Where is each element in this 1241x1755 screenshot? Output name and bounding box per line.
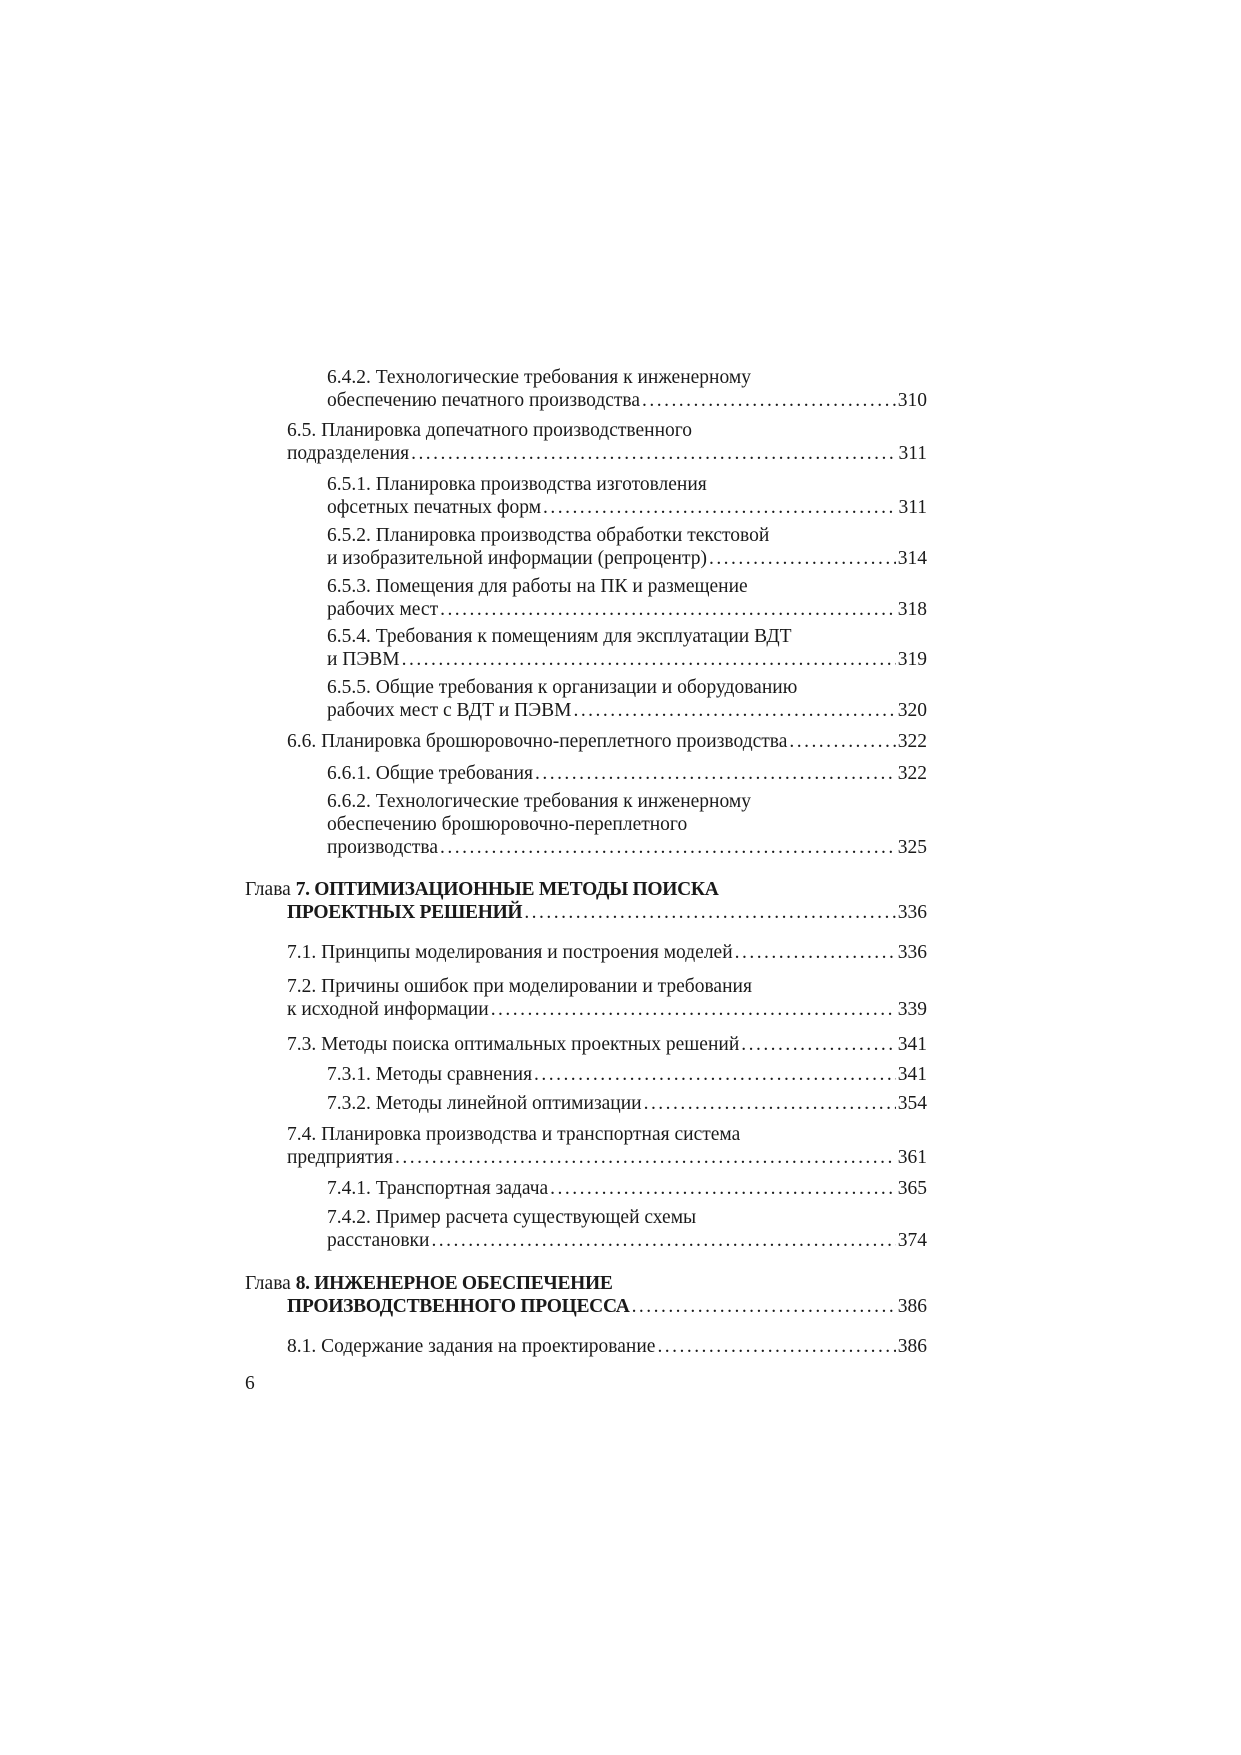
- toc-page-number: 336: [897, 942, 927, 963]
- dot-leader: [524, 902, 895, 925]
- toc-entry-title: [327, 1093, 642, 1116]
- toc-page-number: 341: [897, 1034, 927, 1055]
- toc-title-text: 7.4.1. Транспортная задача: [327, 1178, 549, 1199]
- toc-entry-title: [287, 942, 733, 965]
- toc-entry-line: [287, 731, 927, 754]
- toc-title-text: и изобразительной информации (репроцентр): [327, 547, 707, 569]
- toc-entry-title: [327, 1230, 429, 1253]
- toc-entry-line: [327, 599, 927, 622]
- toc-entry-title: [287, 902, 522, 925]
- toc-page-number: 310: [897, 389, 927, 411]
- toc-entry-line: [287, 1124, 927, 1147]
- toc-entry: [327, 1207, 927, 1253]
- toc-entry-line: [327, 791, 927, 814]
- toc-entry-line: [327, 497, 927, 520]
- toc-entry-title: [327, 548, 707, 571]
- toc-title-text: 6.5. Планировка допечатного производственного: [287, 420, 693, 441]
- toc-entry: [327, 525, 927, 571]
- toc-entry-line: [287, 942, 927, 965]
- toc-entry-line: [245, 902, 927, 925]
- toc-entry-title: [327, 367, 751, 388]
- dot-leader: [789, 731, 895, 754]
- toc-entry-title: [327, 497, 541, 520]
- toc-title-text: и ПЭВМ: [327, 648, 400, 670]
- dot-leader: [535, 763, 896, 786]
- toc-entry: [327, 367, 927, 413]
- toc-entry-title: [327, 837, 438, 860]
- dot-leader: [644, 1093, 896, 1116]
- toc-title-text: 7.4. Планировка производства и транспортная система: [287, 1124, 741, 1145]
- toc-page-number: 311: [898, 496, 927, 518]
- toc-entry-title: [287, 420, 692, 441]
- toc-entry: [287, 942, 927, 965]
- toc-page-number: 386: [897, 1336, 927, 1357]
- toc-entry-title: [327, 700, 571, 723]
- toc-title-text: 6.5.4. Требования к помещениям для эксплуатации ВДТ: [327, 626, 792, 647]
- toc-entry: [327, 677, 927, 723]
- toc-title-text: 6.6.2. Технологические требования к инженерному: [327, 791, 751, 812]
- toc-entry-title: [327, 626, 792, 647]
- toc-entry-title: [287, 443, 409, 466]
- toc-entry-title: [327, 791, 751, 812]
- toc-entry: [287, 420, 927, 466]
- toc-entry: [287, 1336, 927, 1359]
- dot-leader: [440, 837, 896, 860]
- dot-leader: [402, 649, 896, 672]
- toc-title-text: ПРОИЗВОДСТВЕННОГО ПРОЦЕССА: [287, 1295, 630, 1317]
- toc-entry-title: [287, 999, 489, 1022]
- toc-entry-line: [327, 763, 927, 786]
- toc-title-text: расстановки: [327, 1229, 430, 1251]
- toc-entry-line: [245, 879, 927, 902]
- toc-entry-title: [287, 1336, 655, 1359]
- dot-leader: [735, 942, 896, 965]
- dot-leader: [632, 1296, 896, 1319]
- dot-leader: [534, 1064, 896, 1087]
- toc-entry-line: [327, 626, 927, 649]
- toc-page-number: 365: [897, 1178, 927, 1199]
- toc-page-number: 325: [897, 836, 927, 858]
- toc-entry-title: [327, 763, 533, 786]
- toc-entry-line: [327, 1207, 927, 1230]
- toc-page-number: 361: [897, 1146, 927, 1168]
- toc-entry-title: [327, 677, 797, 698]
- dot-leader: [573, 700, 895, 723]
- toc-entry-line: [287, 420, 927, 443]
- toc-title-text: 7.1. Принципы моделирования и построения моделей: [287, 942, 733, 963]
- toc-title-text: 6.5.1. Планировка производства изготовления: [327, 474, 707, 495]
- toc-entry-line: [327, 814, 927, 837]
- toc-title-text: ПРОЕКТНЫХ РЕШЕНИЙ: [287, 901, 523, 923]
- toc-entry-line: [327, 474, 927, 497]
- toc-title-text: к исходной информации: [287, 998, 489, 1020]
- toc-entry-line: [327, 649, 927, 672]
- toc-chapter: [245, 879, 927, 925]
- toc-entry-title: [327, 525, 769, 546]
- toc-entry: [327, 626, 927, 672]
- toc-entry-title: [327, 649, 400, 672]
- toc-entry: [327, 474, 927, 520]
- dot-leader: [543, 497, 896, 520]
- toc-title-text: 6.5.5. Общие требования к организации и оборудованию: [327, 677, 798, 698]
- toc-title-text: 8.1. Содержание задания на проектирование: [287, 1336, 656, 1357]
- toc-entry-title: [245, 1273, 613, 1294]
- toc-page-number: 339: [897, 998, 927, 1020]
- toc-page-number: 322: [897, 731, 927, 752]
- toc-entry: [287, 1034, 927, 1057]
- dot-leader: [642, 390, 896, 413]
- toc-entry-line: [327, 1178, 927, 1201]
- toc-entry-line: [287, 1336, 927, 1359]
- toc-title-text: обеспечению печатного производства: [327, 389, 641, 411]
- toc-title-text: 7.3.1. Методы сравнения: [327, 1064, 533, 1085]
- dot-leader: [431, 1230, 895, 1253]
- toc-page-number: 314: [897, 547, 927, 569]
- toc-entry: [327, 576, 927, 622]
- toc-title-text: 6.5.2. Планировка производства обработки текстовой: [327, 525, 770, 546]
- toc-entry-line: [327, 837, 927, 860]
- toc-entry-line: [245, 1296, 927, 1319]
- toc-title-text: 6.6. Планировка брошюровочно-переплетного производства: [287, 731, 788, 752]
- toc-title-text: 7. ОПТИМИЗАЦИОННЫЕ МЕТОДЫ ПОИСКА: [295, 879, 719, 900]
- toc-entry-line: [287, 443, 927, 466]
- toc-entry-title: [245, 879, 719, 900]
- dot-leader: [657, 1336, 895, 1359]
- toc-entry-title: [327, 1207, 696, 1228]
- chapter-prefix: Глава: [245, 1273, 296, 1294]
- toc-entry-title: [327, 474, 707, 495]
- toc-entry-title: [327, 599, 438, 622]
- toc-page-number: 341: [897, 1064, 927, 1085]
- toc-entry-title: [327, 390, 640, 413]
- toc-page-number: 354: [897, 1093, 927, 1114]
- toc-entry-title: [287, 1124, 740, 1145]
- toc-title-text: рабочих мест с ВДТ и ПЭВМ: [327, 699, 572, 721]
- dot-leader: [411, 443, 896, 466]
- toc-entry-line: [287, 1147, 927, 1170]
- toc-entry-line: [327, 1230, 927, 1253]
- toc-entry-title: [327, 1178, 548, 1201]
- toc-entry: [327, 763, 927, 786]
- dot-leader: [709, 548, 896, 571]
- toc-title-text: обеспечению брошюровочно-переплетного: [327, 813, 688, 835]
- toc-title-text: 8. ИНЖЕНЕРНОЕ ОБЕСПЕЧЕНИЕ: [295, 1273, 613, 1294]
- toc-entry: [287, 1124, 927, 1170]
- toc-page-number: 318: [897, 598, 927, 620]
- toc-entry-line: [245, 1273, 927, 1296]
- toc-page-number: 320: [897, 699, 927, 721]
- toc-entry-line: [287, 976, 927, 999]
- toc-entry-line: [327, 367, 927, 390]
- toc-page-number: 319: [897, 648, 927, 670]
- toc-title-text: офсетных печатных форм: [327, 496, 542, 518]
- dot-leader: [440, 599, 896, 622]
- toc-entry-line: [327, 1093, 927, 1116]
- toc-entry-title: [287, 731, 787, 754]
- toc-entry-title: [287, 1296, 630, 1319]
- toc-entry-title: [287, 1034, 739, 1057]
- toc-entry-line: [327, 1064, 927, 1087]
- toc-entry-line: [327, 390, 927, 413]
- dot-leader: [395, 1147, 896, 1170]
- toc-title-text: 6.4.2. Технологические требования к инженерному: [327, 367, 751, 388]
- toc-chapter: [245, 1273, 927, 1319]
- dot-leader: [550, 1178, 896, 1201]
- toc-title-text: предприятия: [287, 1146, 394, 1168]
- toc-entry-title: [287, 1147, 393, 1170]
- dot-leader: [741, 1034, 895, 1057]
- toc-entry-line: [287, 999, 927, 1022]
- toc-entry: [327, 1064, 927, 1087]
- toc-entry: [327, 791, 927, 860]
- toc-title-text: 7.2. Причины ошибок при моделировании и требования: [287, 976, 752, 997]
- toc-title-text: рабочих мест: [327, 598, 439, 620]
- toc-entry: [327, 1093, 927, 1116]
- toc-title-text: 6.6.1. Общие требования: [327, 763, 534, 784]
- toc-title-text: производства: [327, 836, 439, 858]
- toc-entry: [287, 731, 927, 754]
- page-number: 6: [245, 1373, 255, 1394]
- toc-entry-line: [327, 525, 927, 548]
- toc-entry-line: [327, 548, 927, 571]
- toc-title-text: 7.3. Методы поиска оптимальных проектных решений: [287, 1034, 740, 1055]
- toc-entry-title: [327, 814, 687, 835]
- toc-entry-title: [327, 1064, 532, 1087]
- toc-entry-line: [327, 576, 927, 599]
- dot-leader: [491, 999, 896, 1022]
- toc-entry: [327, 1178, 927, 1201]
- toc-page-number: 374: [897, 1229, 927, 1251]
- toc-entry-title: [287, 976, 752, 997]
- toc-title-text: 7.4.2. Пример расчета существующей схемы: [327, 1207, 697, 1228]
- toc-title-text: подразделения: [287, 442, 410, 464]
- toc-entry-line: [327, 677, 927, 700]
- toc-entry-line: [327, 700, 927, 723]
- toc-page-number: 311: [898, 442, 927, 464]
- toc-entry-title: [327, 576, 748, 597]
- chapter-prefix: Глава: [245, 879, 296, 900]
- toc-page-number: 322: [897, 763, 927, 784]
- toc-title-text: 7.3.2. Методы линейной оптимизации: [327, 1093, 642, 1114]
- toc-title-text: 6.5.3. Помещения для работы на ПК и размещение: [327, 576, 748, 597]
- toc-entry-line: [287, 1034, 927, 1057]
- toc-page-number: 336: [897, 901, 927, 923]
- toc-page-number: 386: [897, 1295, 927, 1317]
- toc-entry: [287, 976, 927, 1022]
